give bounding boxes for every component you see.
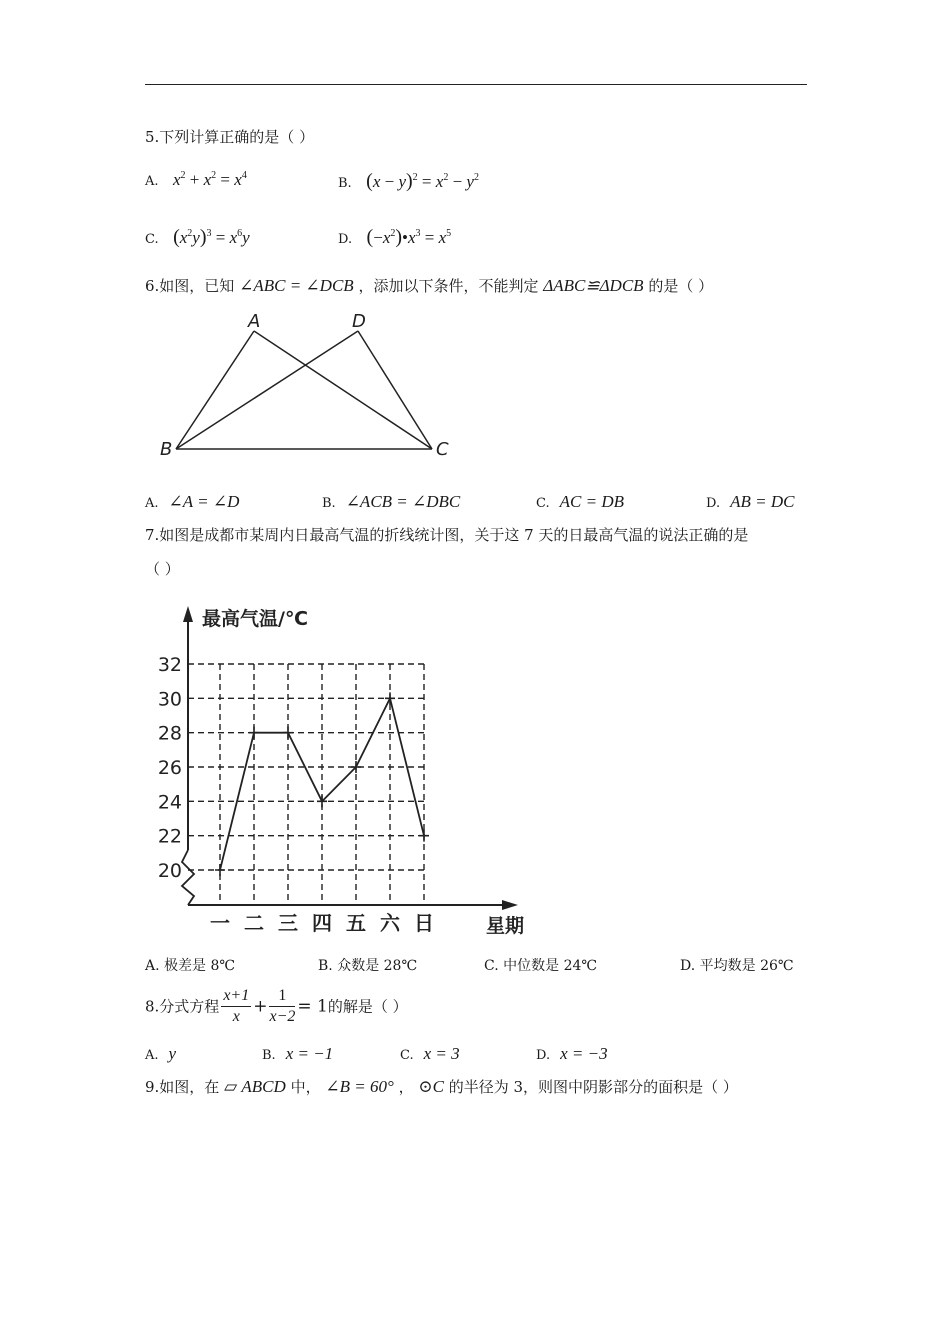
segment-dc: [358, 331, 432, 449]
q6-stem: [145, 273, 713, 299]
option-math: x = 3: [423, 1044, 460, 1063]
data-point: [249, 727, 259, 739]
q6-triangle-figure: [150, 305, 460, 465]
data-point: [283, 727, 293, 739]
q6-congruence-math: ΔABC≌ΔDCB: [543, 276, 644, 295]
y-tick-label: 32: [157, 654, 182, 676]
option-math: x = −1: [285, 1044, 334, 1063]
q6-option-a[interactable]: [145, 492, 239, 512]
point-label-d: D: [352, 311, 366, 332]
q6-condition-math: ∠ABC = ∠DCB: [239, 276, 354, 295]
x-tick-label: 二: [244, 911, 264, 935]
y-tick-label: 28: [157, 722, 182, 745]
x-axis-arrow: [502, 900, 518, 910]
option-math: AC = DB: [559, 492, 624, 511]
fraction-numerator: 1: [269, 986, 295, 1007]
q9-parallelogram-math: ▱ ABCD: [224, 1077, 286, 1096]
segment-ab: [176, 331, 254, 449]
option-label: B.: [322, 496, 336, 511]
point-label-c: C: [436, 439, 449, 460]
x-tick-label: 六: [380, 911, 400, 935]
x-tick-label: 五: [346, 911, 366, 935]
q7-stem-line1: 7.如图是成都市某周内日最高气温的折线统计图，关于这 7 天的日最高气温的说法正确的是: [145, 526, 749, 544]
q5-option-d[interactable]: [338, 226, 451, 249]
x-tick-labels: [210, 911, 434, 935]
q6-option-b[interactable]: [322, 492, 460, 512]
q9-circle-math: ⊙C: [418, 1077, 444, 1096]
temperature-line-chart: [150, 600, 530, 940]
x-tick-label: 日: [414, 911, 434, 935]
x-tick-label: 三: [278, 911, 298, 935]
q5-stem: 5.下列计算正确的是（ ）: [145, 128, 315, 146]
option-label: A.: [145, 496, 159, 511]
q5-option-c-math: $(x^2y)^3 = x^6y$: [173, 226, 250, 248]
header-rule: [145, 84, 807, 85]
data-point: [419, 830, 429, 842]
q8-fraction-2: [269, 986, 295, 1027]
q7-option-d[interactable]: D. 平均数是 26℃: [680, 958, 794, 974]
q6-stem-mid: ，添加以下条件，不能判定: [358, 277, 539, 295]
option-label: A.: [145, 1048, 159, 1063]
option-label: C.: [145, 232, 159, 247]
option-math: AB = DC: [730, 492, 795, 511]
q8-equals-one: = 1: [297, 996, 328, 1017]
option-label: D.: [536, 1048, 551, 1063]
q8-stem-prefix: 8.分式方程: [145, 997, 220, 1016]
q5-option-a[interactable]: [145, 170, 247, 190]
segment-ac: [254, 331, 432, 449]
y-axis-label: 最高气温/℃: [202, 608, 308, 630]
q7-option-c[interactable]: C. 中位数是 24℃: [484, 958, 598, 974]
x-tick-label: 四: [312, 911, 332, 935]
q9-angle-math: ∠B = 60°: [325, 1077, 394, 1096]
q9-stem-mid1: 中，: [290, 1078, 321, 1096]
q8-stem: 8.分式方程 $\frac{x+1}{x}$ + $\frac{1}{x-2}$ = 1的解是（ ）: [145, 987, 408, 1025]
y-tick-label: 26: [157, 757, 182, 779]
q6-option-d[interactable]: [706, 492, 794, 512]
option-label: C.: [400, 1048, 414, 1063]
y-tick-labels: [158, 654, 182, 882]
q6-stem-prefix: 6.如图，已知: [145, 277, 235, 295]
x-axis-label: 星期: [486, 915, 525, 937]
option-label: D.: [338, 232, 353, 247]
y-tick-label: 22: [157, 825, 182, 848]
q9-stem: [145, 1074, 738, 1100]
y-tick-label: 20: [157, 860, 182, 882]
option-math: y: [168, 1044, 177, 1063]
option-label: B.: [262, 1048, 276, 1063]
fraction-numerator: x+1: [221, 986, 251, 1007]
y-axis-arrow: [183, 606, 193, 622]
q5-option-d-math: $(-x^2)•x^3 = x^5$: [366, 226, 452, 248]
option-label: A.: [145, 174, 159, 189]
q5-option-b-math: $(x - y)^2 = x^2 - y^2$: [366, 170, 479, 192]
q8-fraction-1: [221, 986, 251, 1027]
option-math: ∠ACB = ∠DBC: [345, 492, 461, 511]
q6-stem-suffix: 的是（ ）: [648, 277, 714, 295]
q9-stem-prefix: 9.如图，在: [145, 1078, 220, 1096]
option-math: x = −3: [560, 1044, 608, 1063]
axis-break: [182, 850, 194, 905]
q7-option-b[interactable]: B. 众数是 28℃: [318, 958, 418, 974]
y-tick-label: 30: [157, 688, 182, 711]
q7-stem-line2: （ ）: [145, 560, 180, 578]
q5-option-a-math: $x^2 + x^2 = x^4$: [172, 170, 247, 189]
point-label-a: A: [248, 311, 261, 332]
q8-option-a[interactable]: [145, 1044, 176, 1064]
fraction-denominator: x: [232, 1008, 240, 1025]
data-point: [215, 864, 225, 876]
fraction-denominator: x−2: [269, 1008, 296, 1025]
option-label: B.: [338, 176, 352, 191]
q6-option-c[interactable]: [536, 492, 624, 512]
option-label: C.: [536, 496, 550, 511]
q5-option-b[interactable]: [338, 170, 479, 193]
q8-option-b[interactable]: [262, 1044, 333, 1064]
x-tick-label: 一: [210, 911, 230, 935]
data-point: [385, 692, 395, 704]
point-label-b: B: [160, 439, 173, 460]
q7-option-a[interactable]: A. 极差是 8℃: [145, 958, 236, 974]
segment-bd: [176, 331, 358, 449]
q9-stem-suffix: 的半径为 3，则图中阴影部分的面积是（ ）: [448, 1078, 738, 1096]
q8-option-d[interactable]: [536, 1044, 608, 1064]
q5-option-c[interactable]: [145, 226, 250, 249]
q8-stem-suffix: 的解是（ ）: [327, 997, 408, 1016]
option-math: ∠A = ∠D: [168, 492, 240, 511]
y-tick-label: 24: [157, 791, 182, 814]
q8-option-c[interactable]: [400, 1044, 460, 1064]
option-label: D.: [706, 496, 721, 511]
q9-stem-mid2: ，: [398, 1078, 414, 1096]
